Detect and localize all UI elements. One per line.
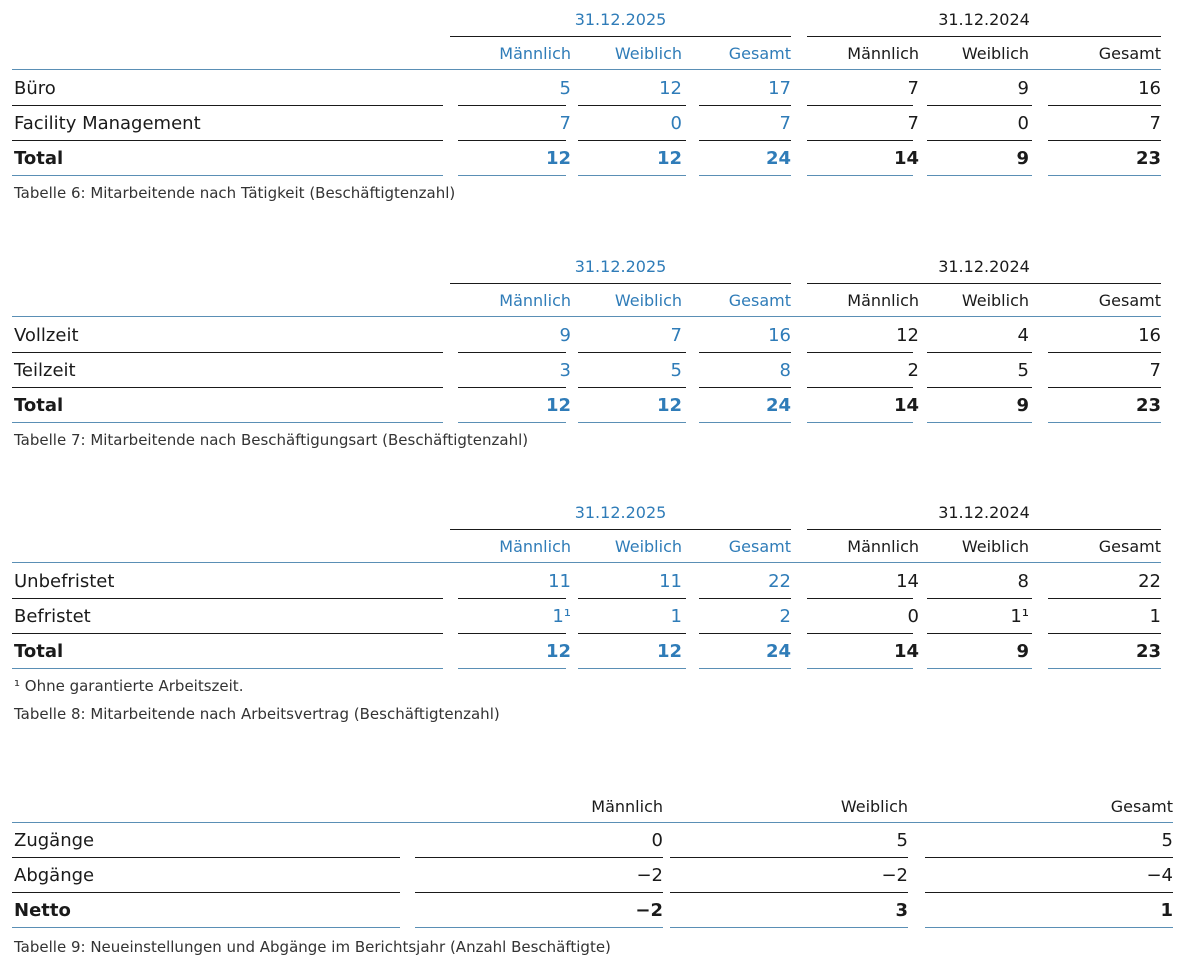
rule-line (1048, 422, 1161, 423)
cell-2024: 14 (893, 395, 919, 416)
rule-line (927, 387, 1032, 388)
col-header-2025: Weiblich (614, 537, 682, 556)
rule-line (415, 927, 663, 928)
cell-2024: 14 (893, 148, 919, 169)
rule-line (12, 822, 1173, 823)
cell-2024: 7 (1149, 360, 1161, 381)
cell-2024: 4 (1017, 325, 1029, 346)
year-2024-header: 31.12.2024 (938, 257, 1030, 276)
cell-2024: 22 (1138, 571, 1161, 592)
cell-2025: 7 (670, 325, 682, 346)
cell-2025: 12 (545, 641, 571, 662)
year-2024-header: 31.12.2024 (938, 503, 1030, 522)
cell-2024: 14 (896, 571, 919, 592)
rule-line (415, 857, 663, 858)
rule-line (458, 105, 566, 106)
rule-line (1048, 633, 1161, 634)
col-header: Männlich (591, 797, 663, 816)
row-label: Abgänge (14, 865, 95, 886)
footnote: ¹ Ohne garantierte Arbeitszeit. (14, 677, 244, 695)
col-header-2025: Männlich (499, 537, 571, 556)
year-2025-header: 31.12.2025 (574, 257, 667, 276)
rule-line (699, 668, 791, 669)
row-label: Netto (14, 900, 71, 921)
rule-line (578, 633, 686, 634)
cell-2025: 8 (779, 360, 791, 381)
rule-line (450, 529, 791, 530)
rule-line (1048, 387, 1161, 388)
table-caption: Tabelle 9: Neueinstellungen und Abgänge im Berichtsjahr (Anzahl Beschäftigte) (14, 938, 611, 956)
cell-2024: 9 (1016, 395, 1029, 416)
col-header: Gesamt (1110, 797, 1173, 816)
rule-line (670, 927, 908, 928)
year-2025-header: 31.12.2025 (574, 10, 667, 29)
cell-2025: 9 (559, 325, 571, 346)
rule-line (807, 36, 1161, 37)
rule-line (12, 140, 443, 141)
rule-line (12, 175, 443, 176)
rule-line (1048, 105, 1161, 106)
table-caption: Tabelle 6: Mitarbeitende nach Tätigkeit (Beschäftigtenzahl) (14, 184, 456, 202)
cell-2025: 12 (656, 395, 682, 416)
col-header-2024: Männlich (847, 291, 919, 310)
rule-line (927, 140, 1032, 141)
cell-2025: 0 (670, 113, 682, 134)
cell-2024: 7 (907, 78, 919, 99)
rule-line (1048, 140, 1161, 141)
table-caption: Tabelle 7: Mitarbeitende nach Beschäftigungsart (Beschäftigtenzahl) (14, 431, 529, 449)
rule-line (458, 422, 566, 423)
rule-line (458, 352, 566, 353)
cell-2025: 17 (768, 78, 791, 99)
cell-2025: 2 (779, 606, 791, 627)
cell: −2 (636, 865, 663, 886)
cell-2025: 11 (659, 571, 682, 592)
cell-2025: 11 (548, 571, 571, 592)
cell-2025: 3 (559, 360, 571, 381)
row-label: Total (14, 641, 64, 662)
cell-2025: 12 (545, 395, 571, 416)
row-label: Zugänge (14, 830, 95, 851)
row-label: Facility Management (14, 113, 201, 134)
cell-2024: 0 (907, 606, 919, 627)
rule-line (807, 668, 913, 669)
col-header-2024: Gesamt (1098, 537, 1161, 556)
rule-line (450, 36, 791, 37)
year-2024-header: 31.12.2024 (938, 10, 1030, 29)
rule-line (578, 598, 686, 599)
cell-2024: 8 (1017, 571, 1029, 592)
col-header-2025: Weiblich (614, 44, 682, 63)
rule-line (807, 175, 913, 176)
rule-line (927, 175, 1032, 176)
col-header-2025: Männlich (499, 291, 571, 310)
rule-line (699, 105, 791, 106)
cell-2024: 2 (907, 360, 919, 381)
rule-line (807, 529, 1161, 530)
rule-line (807, 633, 913, 634)
rule-line (12, 69, 1161, 70)
rule-line (807, 105, 913, 106)
cell-2024: 14 (893, 641, 919, 662)
cell-2025: 12 (659, 78, 682, 99)
cell: 3 (895, 900, 908, 921)
rule-line (1048, 668, 1161, 669)
cell-2025: 22 (768, 571, 791, 592)
rule-line (578, 387, 686, 388)
rule-line (12, 598, 443, 599)
rule-line (458, 175, 566, 176)
rule-line (927, 598, 1032, 599)
cell-2024: 9 (1016, 641, 1029, 662)
rule-line (807, 140, 913, 141)
rule-line (12, 857, 400, 858)
cell-2024: 23 (1135, 395, 1161, 416)
rule-line (458, 387, 566, 388)
rule-line (12, 316, 1161, 317)
table-caption: Tabelle 8: Mitarbeitende nach Arbeitsvertrag (Beschäftigtenzahl) (14, 705, 500, 723)
rule-line (925, 927, 1173, 928)
cell-2024: 16 (1138, 325, 1161, 346)
rule-line (670, 857, 908, 858)
rule-line (927, 633, 1032, 634)
cell-2025: 12 (656, 641, 682, 662)
row-label: Total (14, 395, 64, 416)
rule-line (699, 422, 791, 423)
cell-2024: 9 (1017, 78, 1029, 99)
cell-2024: 23 (1135, 641, 1161, 662)
col-header-2025: Männlich (499, 44, 571, 63)
cell: 0 (651, 830, 663, 851)
col-header-2024: Männlich (847, 44, 919, 63)
rule-line (12, 352, 443, 353)
rule-line (578, 175, 686, 176)
rule-line (699, 140, 791, 141)
rule-line (699, 352, 791, 353)
col-header-2024: Gesamt (1098, 44, 1161, 63)
col-header-2025: Gesamt (728, 291, 791, 310)
rule-line (807, 387, 913, 388)
row-label: Vollzeit (14, 325, 79, 346)
col-header-2024: Gesamt (1098, 291, 1161, 310)
rule-line (1048, 598, 1161, 599)
row-label: Büro (14, 78, 56, 99)
cell-2024: 0 (1017, 113, 1029, 134)
cell-2025: 5 (559, 78, 571, 99)
cell: −2 (881, 865, 908, 886)
rule-line (1048, 352, 1161, 353)
cell-2024: 9 (1016, 148, 1029, 169)
col-header-2025: Gesamt (728, 44, 791, 63)
cell: −4 (1146, 865, 1173, 886)
rule-line (927, 352, 1032, 353)
row-label: Total (14, 148, 64, 169)
cell-2025: 1¹ (552, 606, 571, 627)
cell-2024: 1¹ (1010, 606, 1029, 627)
rule-line (458, 140, 566, 141)
cell-2025: 12 (656, 148, 682, 169)
rule-line (578, 668, 686, 669)
rule-line (807, 598, 913, 599)
rule-line (458, 598, 566, 599)
rule-line (927, 105, 1032, 106)
cell-2025: 12 (545, 148, 571, 169)
cell-2024: 16 (1138, 78, 1161, 99)
rule-line (807, 352, 913, 353)
cell-2025: 5 (670, 360, 682, 381)
rule-line (578, 140, 686, 141)
cell-2024: 5 (1017, 360, 1029, 381)
col-header-2024: Weiblich (961, 291, 1029, 310)
rule-line (12, 105, 443, 106)
rule-line (12, 927, 400, 928)
rule-line (415, 892, 663, 893)
rule-line (450, 283, 791, 284)
cell: −2 (635, 900, 663, 921)
cell-2025: 7 (779, 113, 791, 134)
rule-line (578, 105, 686, 106)
cell-2025: 1 (670, 606, 682, 627)
rule-line (12, 668, 443, 669)
col-header-2024: Weiblich (961, 537, 1029, 556)
rule-line (699, 633, 791, 634)
rule-line (699, 387, 791, 388)
cell-2025: 24 (765, 148, 791, 169)
rule-line (699, 598, 791, 599)
rule-line (807, 422, 913, 423)
rule-line (925, 892, 1173, 893)
cell: 1 (1160, 900, 1173, 921)
cell-2025: 16 (768, 325, 791, 346)
rule-line (12, 633, 443, 634)
rule-line (578, 352, 686, 353)
rule-line (927, 668, 1032, 669)
row-label: Befristet (14, 606, 91, 627)
col-header-2025: Weiblich (614, 291, 682, 310)
cell: 5 (896, 830, 908, 851)
row-label: Unbefristet (14, 571, 115, 592)
rule-line (578, 422, 686, 423)
cell-2025: 7 (559, 113, 571, 134)
col-header-2024: Männlich (847, 537, 919, 556)
cell-2024: 23 (1135, 148, 1161, 169)
cell-2025: 24 (765, 641, 791, 662)
col-header: Weiblich (840, 797, 908, 816)
rule-line (925, 857, 1173, 858)
year-2025-header: 31.12.2025 (574, 503, 667, 522)
rule-line (1048, 175, 1161, 176)
rule-line (12, 892, 400, 893)
rule-line (458, 668, 566, 669)
cell-2024: 12 (896, 325, 919, 346)
rule-line (670, 892, 908, 893)
row-label: Teilzeit (14, 360, 76, 381)
cell-2025: 24 (765, 395, 791, 416)
cell-2024: 7 (1149, 113, 1161, 134)
rule-line (699, 175, 791, 176)
rule-line (12, 562, 1161, 563)
cell-2024: 7 (907, 113, 919, 134)
rule-line (807, 283, 1161, 284)
col-header-2025: Gesamt (728, 537, 791, 556)
rule-line (927, 422, 1032, 423)
rule-line (12, 387, 443, 388)
col-header-2024: Weiblich (961, 44, 1029, 63)
rule-line (12, 422, 443, 423)
cell-2024: 1 (1149, 606, 1161, 627)
rule-line (458, 633, 566, 634)
cell: 5 (1161, 830, 1173, 851)
